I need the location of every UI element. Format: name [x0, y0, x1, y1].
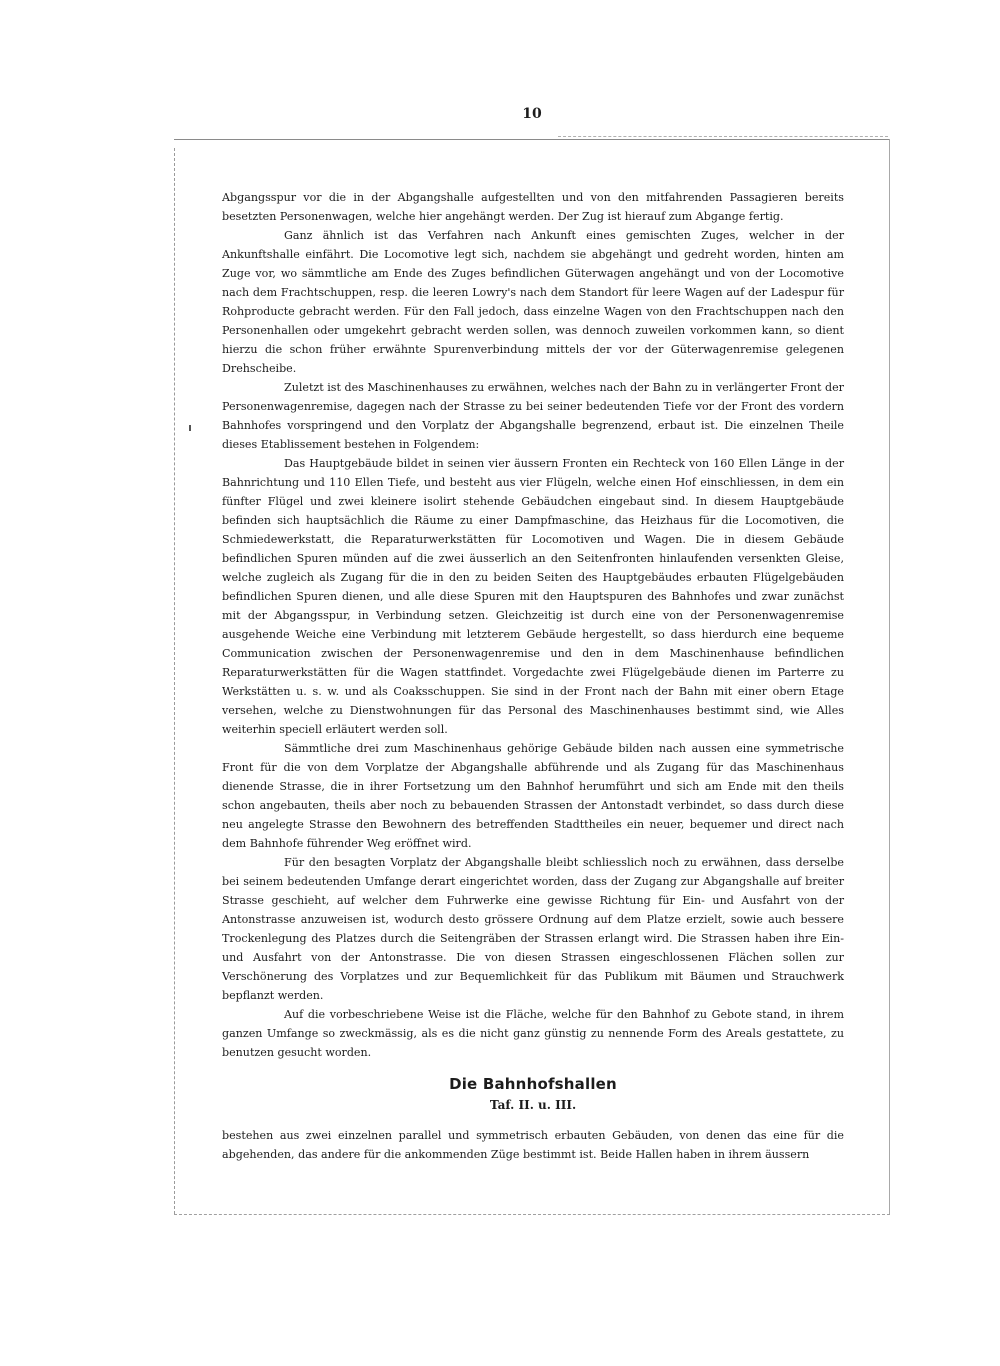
body-text — [222, 188, 844, 1164]
paragraph: Abgangsspur vor die in der Abgangshalle aufgestellten und von den mitfahrenden Passagieren bereits besetzten Personenwagen, welche hier angehängt werden. Der Zug ist hierauf zum Abgange fertig. — [222, 191, 844, 223]
frame-top-dashed-rule — [558, 136, 888, 137]
page-number: 10 — [522, 106, 542, 122]
section-subheading: Taf. II. u. III. — [489, 1098, 577, 1112]
frame-right-rule — [889, 139, 890, 1214]
paragraph: Das Hauptgebäude bildet in seinen vier äussern Fronten ein Rechteck von 160 Ellen Länge in der Bahnrichtung und 110 Ellen Tiefe, und besteht aus vier Flügeln, welche einen Hof einschliessen, in dem ein fünfter Flügel und zwei kleinere isolirt stehende Gebäudchen eingebaut sind. In diesem Hauptgebäude befinden sich hauptsächlich die Räume zu einer Dampfmaschine, das Heizhaus für die Locomotiven, die Schmiedewerkstatt, die Reparaturwerkstätten für Locomotiven und Wagen. Die in diesem Gebäude befindlichen Spuren münden auf die zwei äusserlich an den Seitenfronten hinlaufenden versenkten Gleise, welche zugleich als Zugang für die in den zu beiden Seiten des Hauptgebäudes erbauten Flügelgebäuden befindlichen Spuren dienen, und alle diese Spuren mit den Hauptspuren des Bahnhofes und zwar zunächst mit der Abgangsspur, in Verbindung setzen. Gleichzeitig ist durch eine von der Personenwagenremise ausgehende Weiche eine Verbindung mit letzterem Gebäude hergestellt, so dass hierdurch eine bequeme Communication zwischen der Personenwagenremise und den in dem Maschinenhause befindlichen Reparaturwerkstätten für die Wagen stattfindet. Vorgedachte zwei Flügelgebäude dienen im Parterre zu Werkstätten u. s. w. und als Coaksschuppen. Sie sind in der Front nach der Bahn mit einer obern Etage versehen, welche zu Dienstwohnungen für das Personal des Maschinenhauses bestimmt sind, wie Alles weiterhin speciell erläutert werden soll. — [222, 457, 844, 736]
margin-mark — [189, 425, 191, 431]
paragraph: Für den besagten Vorplatz der Abgangshalle bleibt schliesslich noch zu erwähnen, dass derselbe bei seinem bedeutenden Umfange derart eingerichtet worden, dass der Zugang zur Abgangshalle auf breiter Strasse geschieht, auf welcher dem Fuhrwerke eine gewisse Richtung für Ein- und Ausfahrt von der Antonstrasse anzuweisen ist, wodurch desto grössere Ordnung auf dem Platze erzielt, sowie auch bessere Trockenlegung des Platzes durch die Seitengräben der Strassen erlangt wird. Die Strassen haben ihre Ein- und Ausfahrt von der Antonstrasse. Die von diesen Strassen eingeschlossenen Flächen sollen zur Verschönerung des Vorplatzes und zur Bequemlichkeit für das Publikum mit Bäumen und Strauchwerk bepflanzt werden. — [222, 856, 844, 1002]
paragraph: Ganz ähnlich ist das Verfahren nach Ankunft eines gemischten Zuges, welcher in der Ankunftshalle einfährt. Die Locomotive legt sich, nachdem sie abgehängt und gedreht worden, hinten am Zuge vor, wo sämmtliche am Ende des Zuges befindlichen Güterwagen angehängt und von der Locomotive nach dem Frachtschuppen, resp. die leeren Lowry's nach dem Standort für leere Wagen auf der Ladespur für Rohproducte gebracht werden. Für den Fall jedoch, dass einzelne Wagen von den Frachtschuppen nach den Personenhallen oder umgekehrt gebracht werden sollen, was dennoch zuweilen vorkommen kann, so dient hierzu die schon früher erwähnte Spurenverbindung mittels der vor der Güterwagenremise gelegenen Drehscheibe. — [222, 229, 844, 375]
frame-bottom-rule — [174, 1214, 890, 1215]
paragraph: Zuletzt ist des Maschinenhauses zu erwähnen, welches nach der Bahn zu in verlängerter Front der Personenwagenremise, dagegen nach der Strasse zu bei seiner bedeutenden Tiefe vor der Front des vordern Bahnhofes vorspringend und den Vorplatz der Abgangshalle begrenzend, erbaut ist. Die einzelnen Theile dieses Etablissement bestehen in Folgendem: — [222, 381, 844, 451]
section-heading: Die Bahnhofshallen — [449, 1075, 617, 1093]
paragraph: Sämmtliche drei zum Maschinenhaus gehörige Gebäude bilden nach aussen eine symmetrische Front für die von dem Vorplatze der Abgangshalle abführende und als Zugang für das Maschinenhaus dienende Strasse, die in ihrer Fortsetzung um den Bahnhof herumführt und sich am Ende mit den theils schon angebauten, theils aber noch zu bebauenden Strassen der Antonstadt verbindet, so dass durch diese neu angelegte Strasse den Bewohnern des betreffenden Stadttheiles ein neuer, bequemer und direct nach dem Bahnhofe führender Weg eröffnet wird. — [222, 742, 844, 850]
paragraph: bestehen aus zwei einzelnen parallel und symmetrisch erbauten Gebäuden, von denen das eine für die abgehenden, das andere für die ankommenden Züge bestimmt ist. Beide Hallen haben in ihrem äussern — [222, 1129, 844, 1161]
frame-left-rule — [174, 148, 175, 1214]
frame-top-rule — [174, 139, 890, 140]
paragraph: Auf die vorbeschriebene Weise ist die Fläche, welche für den Bahnhof zu Gebote stand, in ihrem ganzen Umfange so zweckmässig, als es die nicht ganz günstig zu nennende Form des Areals gestattete, zu benutzen gesucht worden. — [222, 1008, 844, 1059]
